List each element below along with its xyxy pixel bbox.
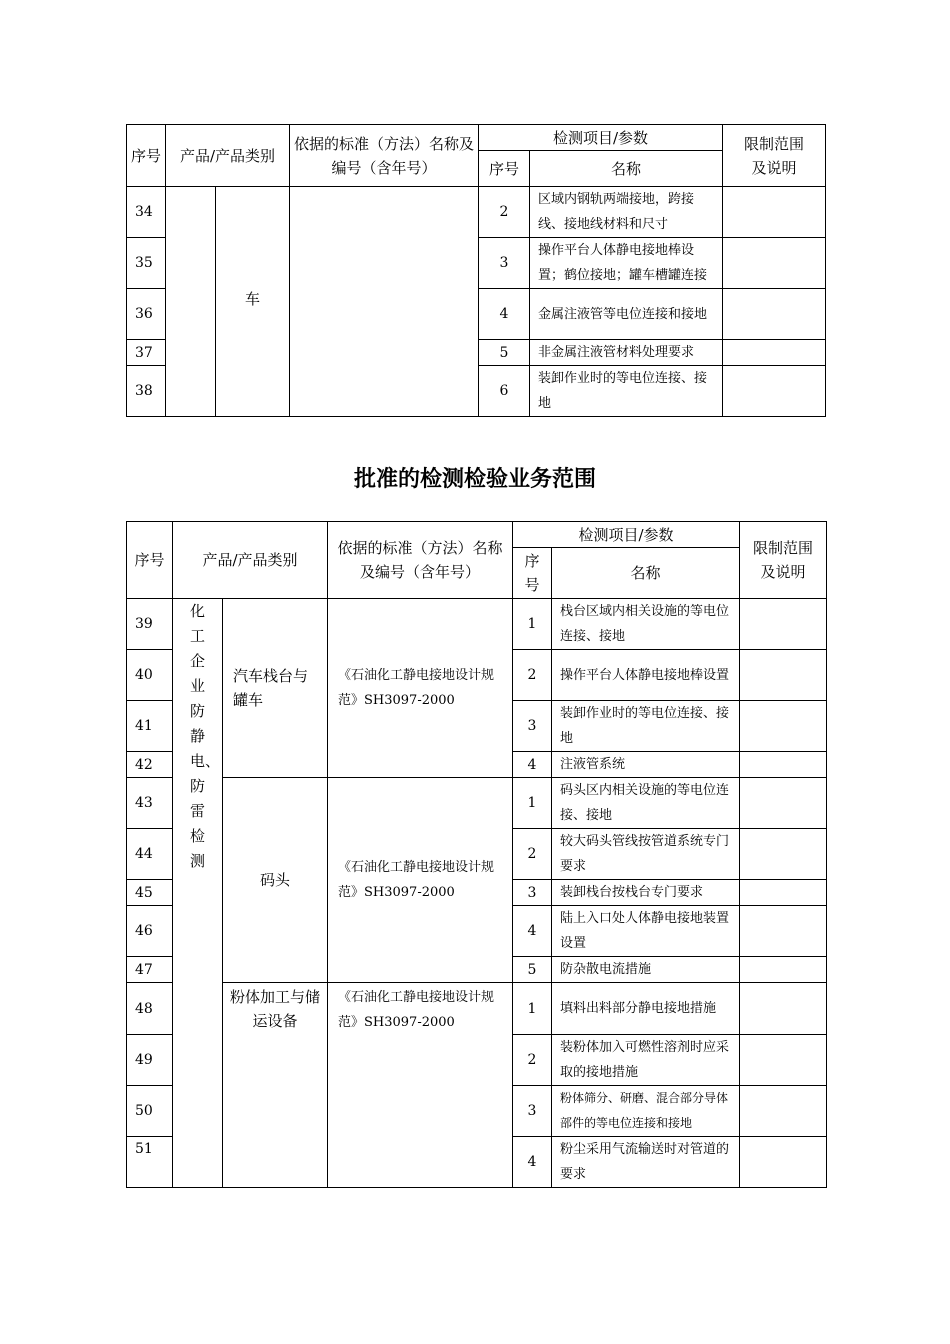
item-no: 4 xyxy=(479,289,530,340)
row-seq: 36 xyxy=(127,289,166,340)
limits-cell xyxy=(740,906,827,957)
header-limits: 限制范围及说明 xyxy=(723,125,826,187)
item-no: 1 xyxy=(513,778,552,829)
item-no: 4 xyxy=(513,1137,552,1188)
header-item-seq: 序号 xyxy=(479,151,530,187)
item-no: 5 xyxy=(513,957,552,983)
item-name: 操作平台人体静电接地棒设置；鹤位接地；罐车槽罐连接 xyxy=(530,238,723,289)
row-seq: 45 xyxy=(127,880,173,906)
limits-cell xyxy=(740,701,827,752)
row-seq: 50 xyxy=(127,1086,173,1137)
limits-cell xyxy=(723,289,826,340)
limits-cell xyxy=(740,880,827,906)
product-cell: 汽车栈台与罐车 xyxy=(223,599,328,778)
product-cell: 粉体加工与储运设备 xyxy=(223,983,328,1188)
header-item-name: 名称 xyxy=(530,151,723,187)
page-title: 批准的检测检验业务范围 xyxy=(353,467,596,492)
item-name: 粉体筛分、研磨、混合部分导体部件的等电位连接和接地 xyxy=(552,1086,740,1137)
header-standard: 依据的标准（方法）名称及编号（含年号） xyxy=(290,125,479,187)
header-items-group: 检测项目/参数 xyxy=(513,522,740,548)
item-name: 装卸作业时的等电位连接、接地 xyxy=(530,366,723,417)
limits-cell xyxy=(740,778,827,829)
header-item-seq: 序号 xyxy=(513,548,552,599)
row-seq: 44 xyxy=(127,829,173,880)
item-name: 装卸栈台按栈台专门要求 xyxy=(552,880,740,906)
item-no: 3 xyxy=(513,1086,552,1137)
limits-cell xyxy=(740,1086,827,1137)
item-name: 码头区内相关设施的等电位连接、接地 xyxy=(552,778,740,829)
item-no: 3 xyxy=(513,880,552,906)
header-standard: 依据的标准（方法）名称及编号（含年号） xyxy=(328,522,513,599)
limits-cell xyxy=(740,983,827,1035)
item-name: 陆上入口处人体静电接地装置设置 xyxy=(552,906,740,957)
limits-cell xyxy=(740,1137,827,1188)
row-seq: 49 xyxy=(127,1035,173,1086)
header-items-group: 检测项目/参数 xyxy=(479,125,723,151)
item-no: 2 xyxy=(513,1035,552,1086)
limits-cell xyxy=(723,238,826,289)
item-no: 3 xyxy=(479,238,530,289)
product-cell: 码头 xyxy=(223,778,328,983)
item-no: 4 xyxy=(513,906,552,957)
row-seq: 34 xyxy=(127,187,166,238)
standard-cell: 《石油化工静电接地设计规范》SH3097-2000 xyxy=(328,599,513,778)
limits-cell xyxy=(740,1035,827,1086)
row-seq: 37 xyxy=(127,340,166,366)
row-seq: 39 xyxy=(127,599,173,650)
row-seq: 41 xyxy=(127,701,173,752)
header-product: 产品/产品类别 xyxy=(166,125,290,187)
row-seq: 35 xyxy=(127,238,166,289)
item-no: 2 xyxy=(479,187,530,238)
item-no: 2 xyxy=(513,829,552,880)
item-name: 填料出料部分静电接地措施 xyxy=(552,983,740,1035)
item-name: 较大码头管线按管道系统专门要求 xyxy=(552,829,740,880)
item-name: 粉尘采用气流输送时对管道的要求 xyxy=(552,1137,740,1188)
header-limits: 限制范围及说明 xyxy=(740,522,827,599)
row-seq: 40 xyxy=(127,650,173,701)
product-cell: 车 xyxy=(216,187,290,417)
item-name: 防杂散电流措施 xyxy=(552,957,740,983)
limits-cell xyxy=(740,829,827,880)
row-seq: 46 xyxy=(127,906,173,957)
limits-cell xyxy=(723,187,826,238)
item-name: 注液管系统 xyxy=(552,752,740,778)
header-seq: 序号 xyxy=(127,125,166,187)
item-no: 1 xyxy=(513,983,552,1035)
scope-table xyxy=(126,521,827,1188)
category-cell xyxy=(166,187,216,417)
category-cell xyxy=(173,599,223,1188)
standard-cell: 《石油化工静电接地设计规范》SH3097-2000 xyxy=(328,778,513,983)
header-seq: 序号 xyxy=(127,522,173,599)
limits-cell xyxy=(740,957,827,983)
item-name: 金属注液管等电位连接和接地 xyxy=(530,289,723,340)
item-name: 操作平台人体静电接地棒设置 xyxy=(552,650,740,701)
item-name: 栈台区域内相关设施的等电位连接、接地 xyxy=(552,599,740,650)
item-no: 2 xyxy=(513,650,552,701)
category-label: 化工企业防静电、防雷检测 xyxy=(190,602,221,870)
row-seq: 47 xyxy=(127,957,173,983)
row-seq: 38 xyxy=(127,366,166,417)
item-no: 6 xyxy=(479,366,530,417)
row-seq: 48 xyxy=(127,983,173,1035)
standard-cell xyxy=(290,187,479,417)
limits-cell xyxy=(740,650,827,701)
header-product: 产品/产品类别 xyxy=(173,522,328,599)
row-seq: 51 xyxy=(127,1137,173,1188)
scope-table-continued xyxy=(126,124,826,417)
limits-cell xyxy=(740,752,827,778)
row-seq: 43 xyxy=(127,778,173,829)
item-name: 装粉体加入可燃性溶剂时应采取的接地措施 xyxy=(552,1035,740,1086)
item-no: 4 xyxy=(513,752,552,778)
limits-cell xyxy=(740,599,827,650)
item-no: 1 xyxy=(513,599,552,650)
item-name: 非金属注液管材料处理要求 xyxy=(530,340,723,366)
header-item-name: 名称 xyxy=(552,548,740,599)
standard-cell: 《石油化工静电接地设计规范》SH3097-2000 xyxy=(328,983,513,1188)
row-seq: 42 xyxy=(127,752,173,778)
item-no: 5 xyxy=(479,340,530,366)
item-name: 装卸作业时的等电位连接、接地 xyxy=(552,701,740,752)
limits-cell xyxy=(723,366,826,417)
item-name: 区域内钢轨两端接地，跨接线、接地线材料和尺寸 xyxy=(530,187,723,238)
limits-cell xyxy=(723,340,826,366)
item-no: 3 xyxy=(513,701,552,752)
